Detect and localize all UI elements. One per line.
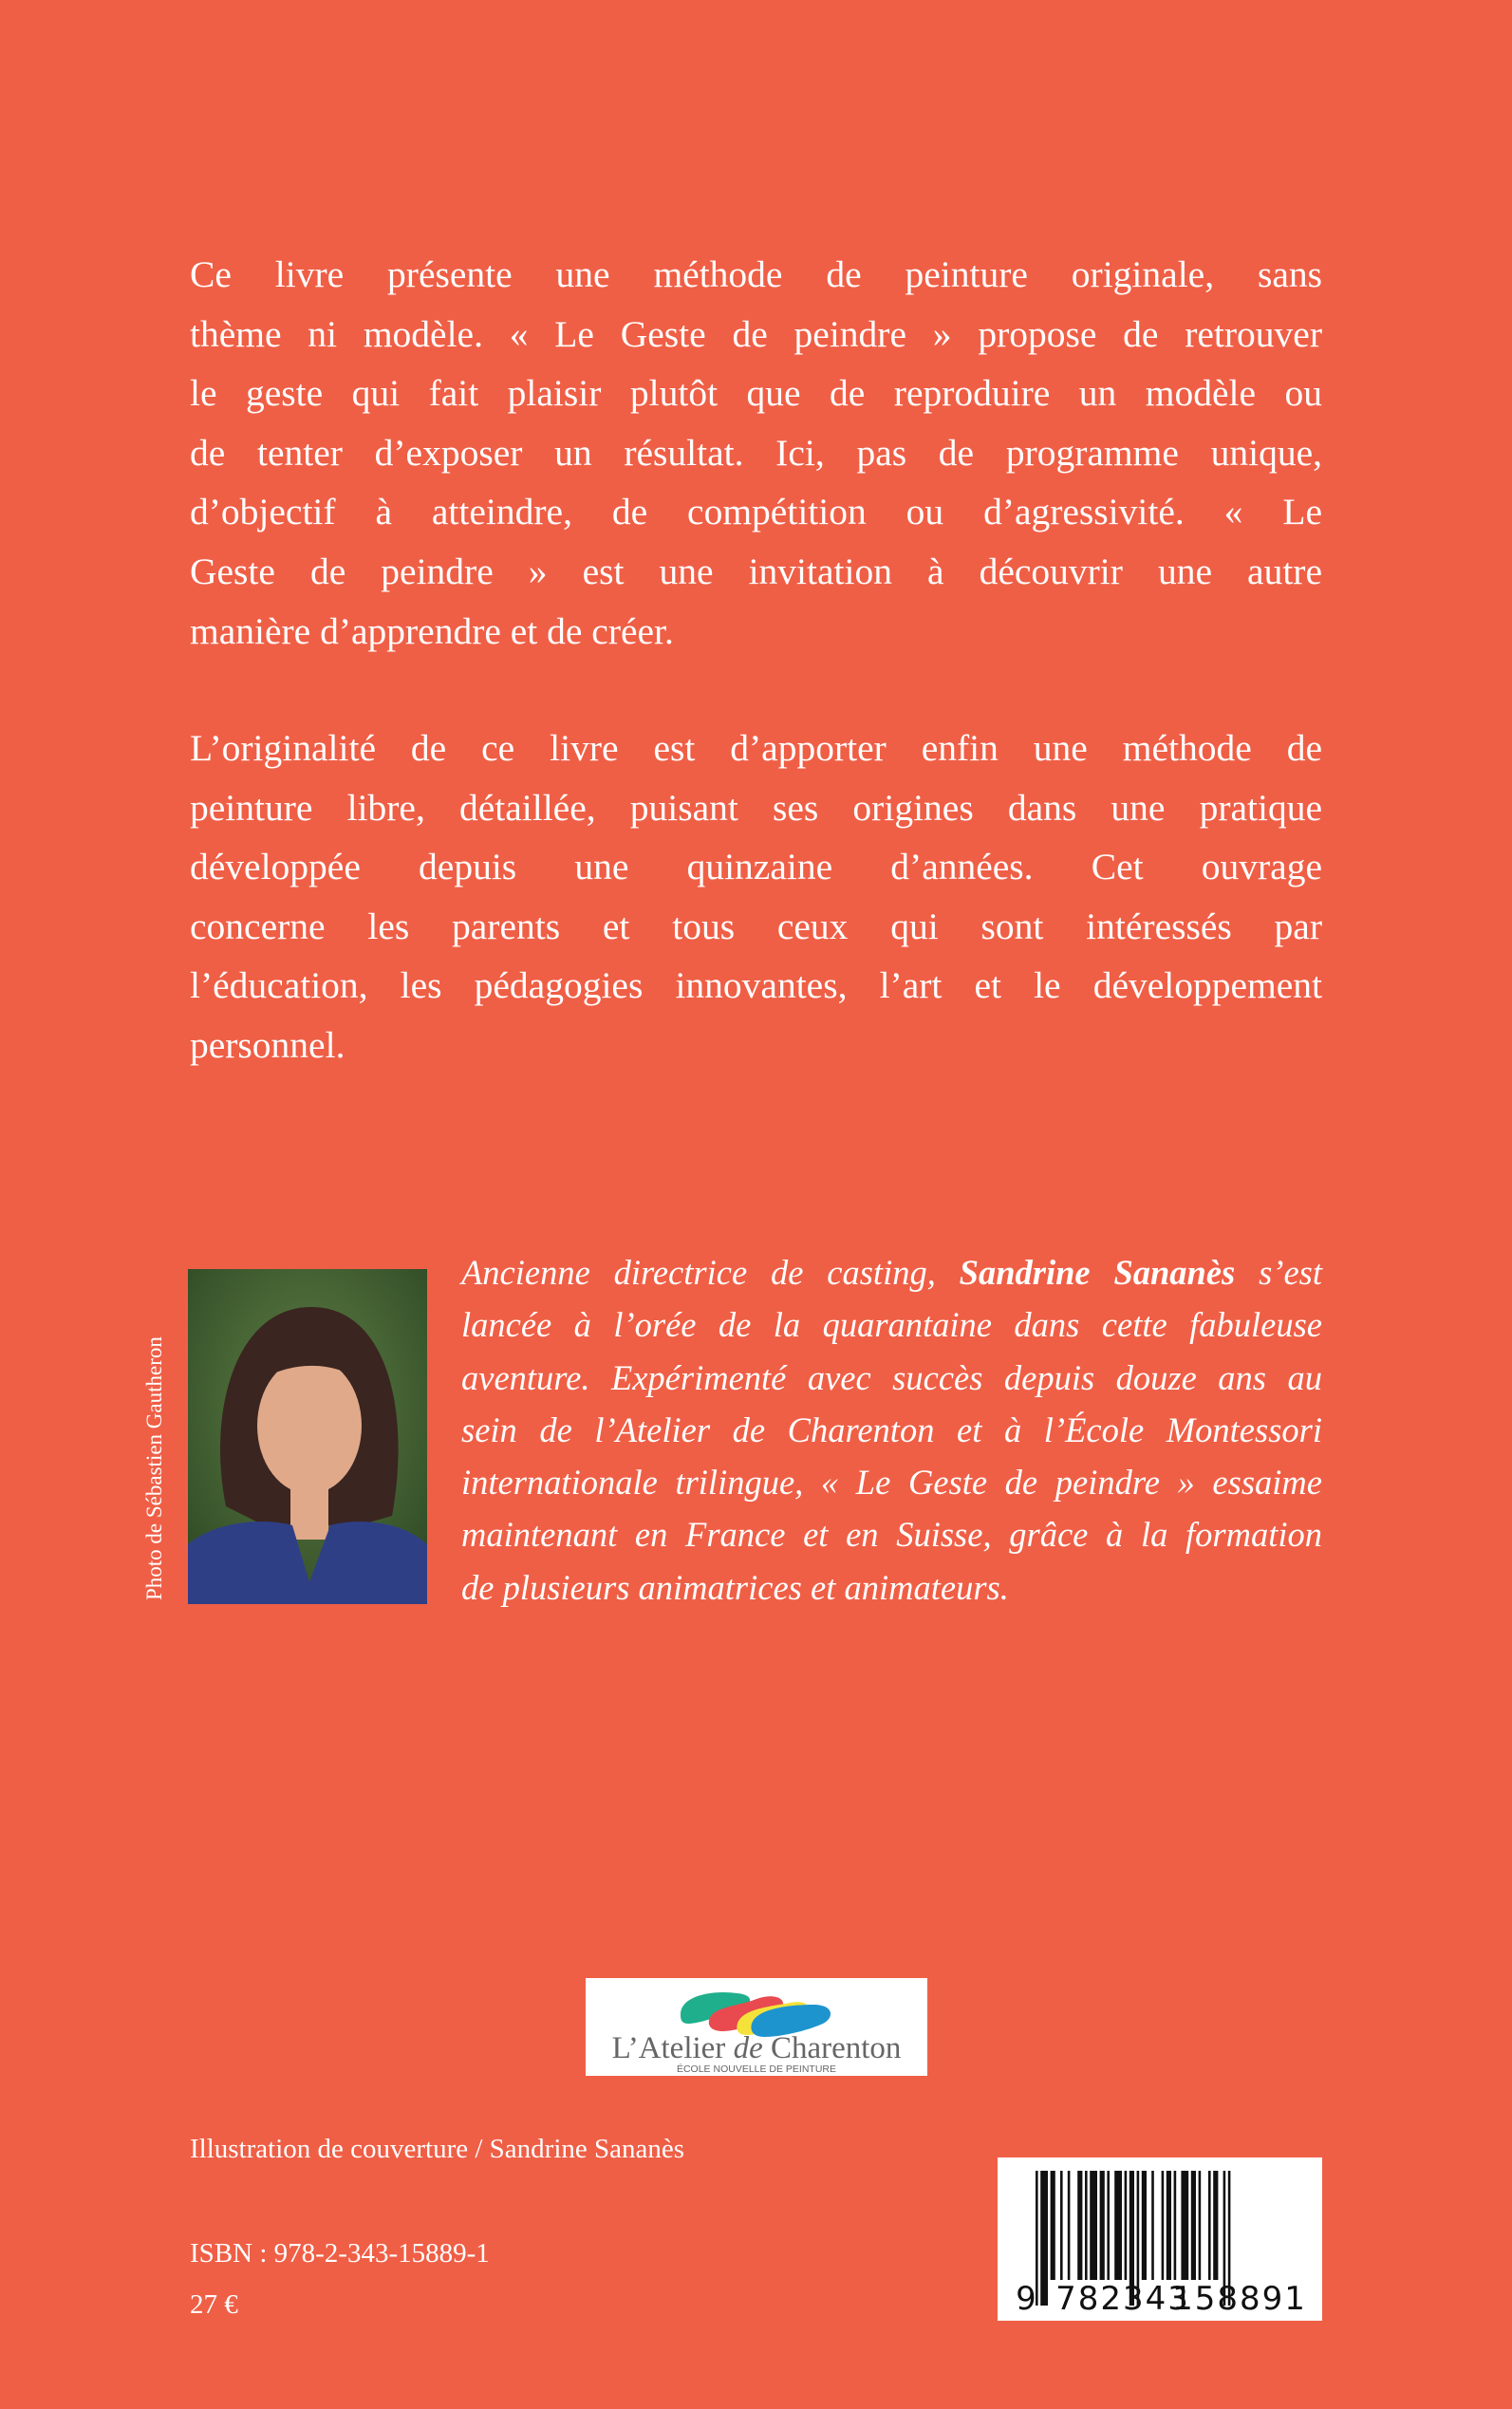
text-line: L’originalité de ce livre est d’apporter enfin une méthode de	[190, 727, 1322, 769]
author-name: Sandrine Sananès	[959, 1253, 1236, 1292]
text-line: aventure. Expérimenté avec succès depuis douze ans au	[461, 1357, 1322, 1397]
description-paragraph-2	[190, 719, 1322, 1075]
barcode-bar	[1162, 2171, 1165, 2280]
text-line: de plusieurs animatrices et animateurs.	[461, 1567, 1009, 1607]
text-line: d’objectif à atteindre, de compétition ou d’agressivité. « Le	[190, 491, 1322, 533]
barcode-bar	[1167, 2171, 1171, 2280]
text-line: Geste de peindre » est une invitation à découvrir une autre	[190, 550, 1322, 592]
barcode-bar	[1077, 2171, 1082, 2280]
text-line: thème ni modèle. « Le Geste de peindre » propose de retrouver	[190, 312, 1322, 355]
barcode-bar	[1090, 2171, 1097, 2280]
barcode-bar	[1181, 2171, 1188, 2280]
cover-illustration-credit: Illustration de couverture / Sandrine Sananès	[190, 2134, 685, 2164]
text-line: internationale trilingue, « Le Geste de peindre » essaime	[461, 1463, 1322, 1503]
barcode-bar	[1085, 2171, 1088, 2280]
isbn: ISBN : 978-2-343-15889-1	[190, 2238, 490, 2269]
svg-text:9: 9	[1016, 2280, 1036, 2318]
svg-text:L’Atelier de Charenton: L’Atelier de Charenton	[611, 2031, 902, 2065]
text-line: le geste qui fait plaisir plutôt que de reproduire un modèle ou	[190, 372, 1322, 415]
barcode-bar	[1114, 2171, 1122, 2280]
description-paragraph-1	[190, 245, 1322, 661]
barcode-bar	[1208, 2171, 1211, 2280]
barcode-bar	[1060, 2171, 1063, 2280]
barcode-bar	[1213, 2171, 1218, 2280]
price: 27 €	[190, 2289, 238, 2320]
text-line: Ce livre présente une méthode de peinture originale, sans	[190, 253, 1322, 295]
author-bio	[461, 1246, 1322, 1614]
text-line: concerne les parents et tous ceux qui sont intéressés par	[190, 905, 1322, 947]
barcode-bar	[1051, 2171, 1055, 2280]
photo-credit: Photo de Sébastien Gautheron	[142, 1336, 166, 1600]
barcode-bar	[1199, 2171, 1202, 2280]
barcode	[998, 2157, 1322, 2321]
text-line: développée depuis une quinzaine d’années. Cet ouvrage	[190, 846, 1322, 888]
text-line: maintenant en France et en Suisse, grâce à la formation	[461, 1515, 1322, 1555]
barcode-bar	[1125, 2171, 1128, 2280]
barcode-bar	[1142, 2171, 1147, 2280]
barcode-bar	[1100, 2171, 1105, 2280]
text-line: personnel.	[190, 1023, 345, 1066]
atelier-de-charenton-logo	[586, 1978, 927, 2076]
author-photo	[188, 1269, 427, 1604]
text-line: Ancienne directrice de casting, Sandrine Sananès s’est	[461, 1253, 1323, 1292]
text-line: manière d’apprendre et de créer.	[190, 609, 674, 652]
text-line: de tenter d’exposer un résultat. Ici, pas de programme unique,	[190, 431, 1322, 474]
text-line: peinture libre, détaillée, puisant ses origines dans une pratique	[190, 786, 1322, 829]
text-line: lancée à l’orée de la quarantaine dans cette fabuleuse	[461, 1305, 1322, 1345]
text-line: l’éducation, les pédagogies innovantes, l’art et le développement	[190, 964, 1322, 1007]
barcode-bar	[1174, 2171, 1177, 2280]
text-line: sein de l’Atelier de Charenton et à l’École Montessori	[461, 1410, 1322, 1449]
barcode-bar	[1040, 2171, 1048, 2306]
barcode-bar	[1068, 2171, 1071, 2280]
barcode-bar	[1107, 2171, 1110, 2280]
svg-text:158891: 158891	[1172, 2280, 1307, 2318]
svg-text:ÉCOLE NOUVELLE DE PEINTURE: ÉCOLE NOUVELLE DE PEINTURE	[676, 2064, 837, 2075]
svg-text:782343: 782343	[1055, 2280, 1190, 2318]
barcode-bar	[1191, 2171, 1196, 2280]
barcode-bar	[1151, 2171, 1154, 2280]
